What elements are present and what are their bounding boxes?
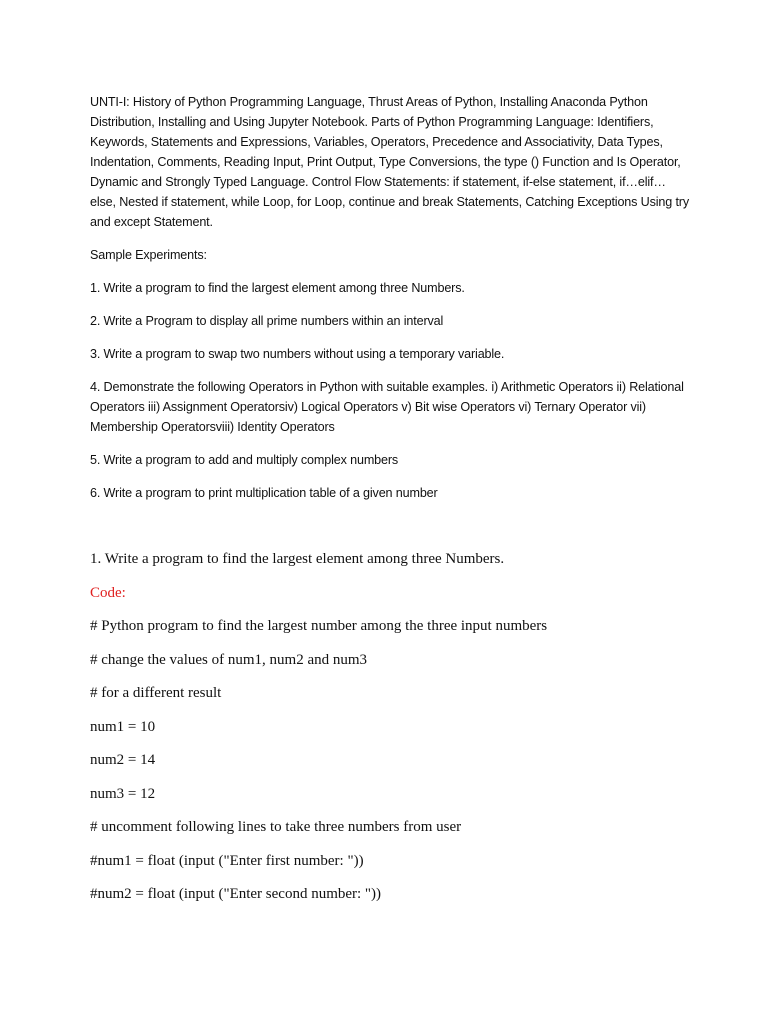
code-line: # Python program to find the largest number among the three input numbers (90, 618, 548, 634)
code-line: num2 = 14 (90, 752, 156, 768)
unit-intro-paragraph: UNTI-I: History of Python Programming Language, Thrust Areas of Python, Installing Anaconda Python Distribution, Installing and Using Jupyter Notebook. Parts of Python Programming Language: Identifiers, Keywords, Statements and Expressions, Variables, Operators, Precedence and Associativity, Data Types, Indentation, Comments, Reading Input, Print Output, Type Conversions, the type () Function and Is Operator, Dynamic and Strongly Typed Language. Control Flow Statements: if statement, if-else statement, if…elif…else, Nested if statement, while Loop, for Loop, continue and break Statements, Catching Exceptions Using try and except Statement. (90, 95, 689, 229)
code-line: num1 = 10 (90, 718, 156, 735)
experiment-item-5: 5. Write a program to add and multiply complex numbers (90, 453, 399, 467)
document-page (90, 92, 690, 918)
code-line: # for a different result (90, 685, 222, 701)
experiment-item-6: 6. Write a program to print multiplication table of a given number (90, 486, 438, 500)
solution-section (90, 549, 690, 904)
experiment-item-1: 1. Write a program to find the largest element among three Numbers. (90, 281, 465, 295)
experiment-item-2: 2. Write a Program to display all prime numbers within an interval (90, 314, 444, 328)
code-label: Code: (90, 584, 126, 601)
code-line: num3 = 12 (90, 785, 156, 802)
code-line: # change the values of num1, num2 and num3 (90, 651, 368, 668)
sample-experiments-heading: Sample Experiments: (90, 248, 207, 262)
code-line: #num2 = float (input ("Enter second number: ")) (90, 886, 382, 902)
experiment-item-4: 4. Demonstrate the following Operators in Python with suitable examples. i) Arithmetic Operators ii) Relational Operators iii) Assignment Operatorsiv) Logical Operators v) Bit wise Operators vi) Ternary Operator vii) Membership Operatorsviii) Identity Operators (90, 380, 684, 434)
code-line: #num1 = float (input ("Enter first number: ")) (90, 852, 364, 869)
code-line: # uncomment following lines to take three numbers from user (90, 819, 462, 835)
experiment-item-3: 3. Write a program to swap two numbers without using a temporary variable. (90, 347, 505, 361)
experiments-list (90, 278, 690, 503)
solution-heading: 1. Write a program to find the largest element among three Numbers. (90, 551, 505, 567)
